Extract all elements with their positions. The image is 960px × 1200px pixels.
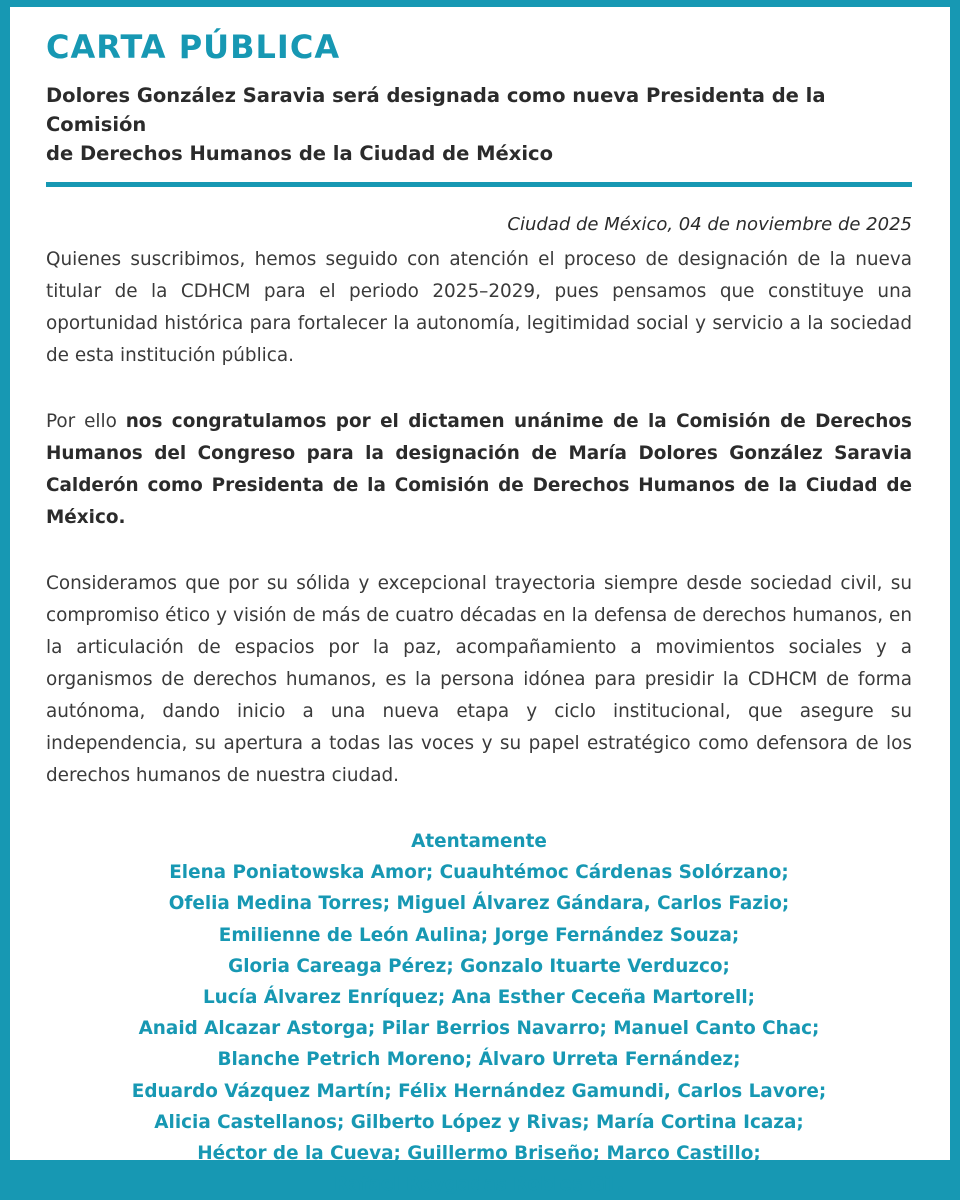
paragraph-1: Quienes suscribimos, hemos seguido con atención el proceso de designación de la nueva titular de la CDHCM para el periodo 2025–2029, pues pensamos que constituye una oportunidad histórica para fortalecer la autonomía, legitimidad social y servicio a la sociedad de esta institución pública. [46, 249, 912, 366]
paragraph-2-emphasis: nos congratulamos por el dictamen unánime de la Comisión de Derechos Humanos del Congreso para la designación de María Dolores González Saravia Calderón como Presidenta de la Comisión de Derechos Humanos de la Ciudad de México. [46, 411, 912, 528]
signature-block [46, 826, 912, 1200]
signatory-line: Gloria Careaga Pérez; Gonzalo Ituarte Verduzco; [228, 955, 730, 977]
signatory-line: Alicia Castellanos; Gilberto López y Rivas; María Cortina Icaza; [154, 1111, 804, 1133]
closing-text: Atentamente [411, 831, 547, 852]
header-divider [46, 182, 912, 187]
headline-line-2: de Derechos Humanos de la Ciudad de México [46, 142, 553, 165]
signatory-line: Anaid Alcazar Astorga; Pilar Berrios Navarro; Manuel Canto Chac; [138, 1018, 820, 1040]
signatory-line: Blanche Petrich Moreno; Álvaro Urreta Fernández; [217, 1049, 741, 1071]
signatory-line: Rafael Reygadas Robles Gil. [333, 1174, 625, 1196]
headline-line-1: Dolores González Saravia será designada como nueva Presidenta de la Comisión [46, 84, 826, 136]
paragraph-2-intro: Por ello [46, 411, 126, 432]
signatory-line: Emilienne de León Aulina; Jorge Fernández Souza; [218, 924, 740, 946]
letter-date: Ciudad de México, 04 de noviembre de 2025 [507, 214, 912, 235]
headline [46, 81, 912, 168]
signatory-line: Lucía Álvarez Enríquez; Ana Esther Ceceña Martorell; [202, 987, 756, 1009]
signatory-line: Elena Poniatowska Amor; Cuauhtémoc Cárdenas Solórzano; [169, 862, 789, 884]
signatory-line: Héctor de la Cueva; Guillermo Briseño; Marco Castillo; [197, 1143, 761, 1165]
signatory-line: Ofelia Medina Torres; Miguel Álvarez Gándara, Carlos Fazio; [168, 893, 790, 915]
signatory-line: Eduardo Vázquez Martín; Félix Hernández Gamundi, Carlos Lavore; [131, 1080, 827, 1102]
paragraph-3: Consideramos que por su sólida y excepcional trayectoria siempre desde sociedad civil, su compromiso ético y visión de más de cuatro décadas en la defensa de derechos humanos, en la articulación de espacios por la paz, acompañamiento a movimientos sociales y a organismos de derechos humanos, es la persona idónea para presidir la CDHCM de forma autónoma, dando inicio a una nueva etapa y ciclo institucional, que asegure su independencia, su apertura a todas las voces y su papel estratégico como defensora de los derechos humanos de nuestra ciudad. [46, 573, 912, 786]
paragraph-2 [46, 406, 912, 534]
page-title: CARTA PÚBLICA [46, 28, 341, 66]
letter-body [46, 25, 912, 1200]
